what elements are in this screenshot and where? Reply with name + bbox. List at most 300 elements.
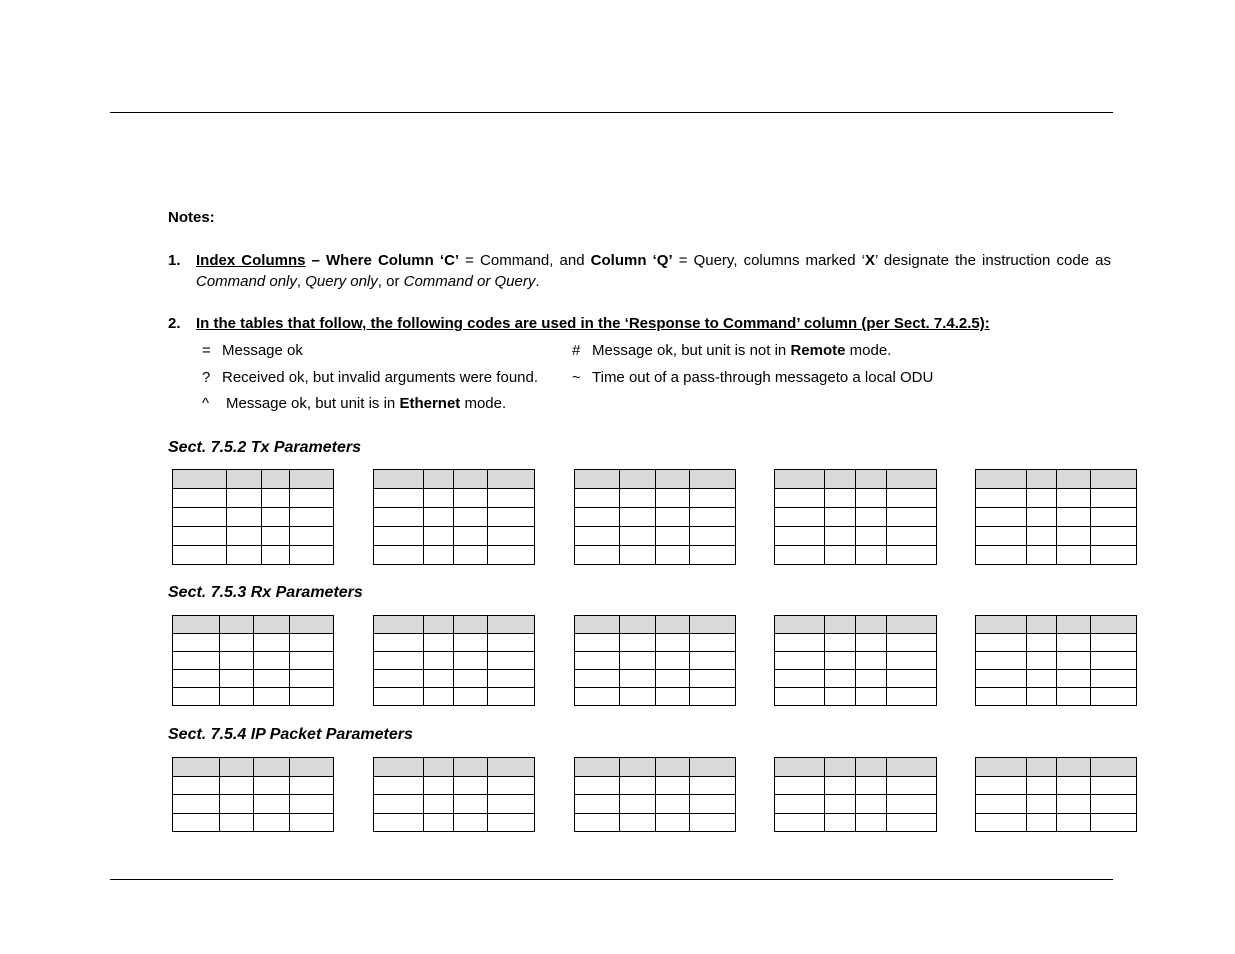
table-cell <box>690 470 736 489</box>
table-cell <box>620 758 656 777</box>
table-cell <box>1027 527 1057 546</box>
table-row <box>976 688 1137 706</box>
table-cell <box>825 758 856 777</box>
parameter-table <box>574 757 736 832</box>
table-cell <box>1091 688 1137 706</box>
table-cell <box>690 688 736 706</box>
code-item-ok: = Message ok <box>202 342 303 359</box>
table-cell <box>775 616 825 634</box>
table-cell <box>1027 489 1057 508</box>
table-row <box>775 634 937 652</box>
table-cell <box>227 508 262 527</box>
table-cell <box>690 758 736 777</box>
parameter-table <box>774 757 937 832</box>
table-cell <box>424 470 454 489</box>
table-cell <box>856 758 887 777</box>
table-cell <box>488 616 535 634</box>
table-cell <box>690 652 736 670</box>
table-cell <box>454 489 488 508</box>
table-cell <box>575 776 620 795</box>
table-cell <box>454 670 488 688</box>
table-row <box>976 670 1137 688</box>
table-cell <box>690 508 736 527</box>
table-cell <box>1057 795 1091 814</box>
table-cell <box>775 527 825 546</box>
table-cell <box>290 489 334 508</box>
table-cell <box>825 508 856 527</box>
table-cell <box>374 795 424 814</box>
table-cell <box>220 776 254 795</box>
table-cell <box>887 670 937 688</box>
table-cell <box>976 652 1027 670</box>
table-cell <box>825 776 856 795</box>
table-header-row <box>173 470 334 489</box>
table-row <box>173 634 334 652</box>
table-row <box>976 795 1137 814</box>
table-cell <box>656 508 690 527</box>
table-row <box>976 489 1137 508</box>
table-row <box>775 795 937 814</box>
table-header-row <box>775 616 937 634</box>
table-cell <box>173 634 220 652</box>
table-cell <box>856 470 887 489</box>
table-cell <box>454 634 488 652</box>
table-row <box>173 688 334 706</box>
table-cell <box>290 527 334 546</box>
table-cell <box>775 670 825 688</box>
table-cell <box>1027 795 1057 814</box>
parameter-table <box>373 469 535 565</box>
table-header-row <box>976 470 1137 489</box>
table-cell <box>173 688 220 706</box>
table-cell <box>620 813 656 832</box>
table-cell <box>290 616 334 634</box>
table-cell <box>424 489 454 508</box>
table-cell <box>173 489 227 508</box>
table-cell <box>254 813 290 832</box>
table-cell <box>1027 670 1057 688</box>
table-cell <box>575 795 620 814</box>
table-cell <box>424 652 454 670</box>
table-cell <box>254 776 290 795</box>
table-row <box>173 776 334 795</box>
table-cell <box>220 795 254 814</box>
table-cell <box>575 527 620 546</box>
table-cell <box>656 652 690 670</box>
table-cell <box>1057 616 1091 634</box>
parameter-table <box>774 615 937 706</box>
table-cell <box>488 470 535 489</box>
table-cell <box>575 489 620 508</box>
table-cell <box>690 546 736 565</box>
table-cell <box>220 634 254 652</box>
table-cell <box>775 776 825 795</box>
table-cell <box>620 795 656 814</box>
table-cell <box>374 652 424 670</box>
table-cell <box>1057 470 1091 489</box>
table-row <box>775 813 937 832</box>
table-header-row <box>173 758 334 777</box>
table-cell <box>575 470 620 489</box>
table-cell <box>374 776 424 795</box>
table-cell <box>220 758 254 777</box>
table-header-row <box>775 758 937 777</box>
table-cell <box>656 470 690 489</box>
index-columns-label: Index Columns <box>196 252 306 269</box>
table-cell <box>290 670 334 688</box>
table-cell <box>1027 470 1057 489</box>
table-cell <box>620 527 656 546</box>
table-header-row <box>374 470 535 489</box>
table-cell <box>374 634 424 652</box>
table-cell <box>173 470 227 489</box>
table-cell <box>775 795 825 814</box>
table-cell <box>1027 634 1057 652</box>
table-cell <box>220 813 254 832</box>
table-row <box>775 489 937 508</box>
table-cell <box>825 795 856 814</box>
table-row <box>173 813 334 832</box>
parameter-table <box>975 469 1137 565</box>
table-cell <box>620 670 656 688</box>
table-cell <box>290 813 334 832</box>
table-cell <box>775 634 825 652</box>
table-cell <box>825 670 856 688</box>
table-cell <box>887 508 937 527</box>
table-cell <box>775 489 825 508</box>
table-cell <box>488 758 535 777</box>
table-cell <box>290 508 334 527</box>
table-row <box>775 508 937 527</box>
table-cell <box>374 758 424 777</box>
table-cell <box>690 634 736 652</box>
table-cell <box>976 634 1027 652</box>
note-1-number: 1. <box>168 252 181 269</box>
table-cell <box>825 688 856 706</box>
table-cell <box>887 652 937 670</box>
table-cell <box>1057 546 1091 565</box>
table-cell <box>620 652 656 670</box>
table-cell <box>1057 670 1091 688</box>
table-cell <box>290 758 334 777</box>
table-cell <box>454 508 488 527</box>
table-row <box>374 813 535 832</box>
table-row <box>976 527 1137 546</box>
table-cell <box>690 795 736 814</box>
table-cell <box>220 688 254 706</box>
table-cell <box>1091 634 1137 652</box>
notes-title: Notes: <box>168 209 215 226</box>
table-header-row <box>976 616 1137 634</box>
table-row <box>775 652 937 670</box>
table-row <box>575 489 736 508</box>
parameter-table <box>975 615 1137 706</box>
table-cell <box>976 616 1027 634</box>
parameter-table <box>373 615 535 706</box>
table-cell <box>825 546 856 565</box>
table-cell <box>424 688 454 706</box>
table-row <box>575 813 736 832</box>
table-cell <box>1091 470 1137 489</box>
table-cell <box>825 616 856 634</box>
table-cell <box>290 795 334 814</box>
table-cell <box>976 776 1027 795</box>
table-cell <box>262 470 290 489</box>
table-cell <box>887 546 937 565</box>
table-cell <box>454 795 488 814</box>
table-cell <box>290 688 334 706</box>
table-cell <box>1091 813 1137 832</box>
table-cell <box>775 652 825 670</box>
table-cell <box>173 776 220 795</box>
table-cell <box>1057 634 1091 652</box>
table-cell <box>887 527 937 546</box>
table-header-row <box>575 758 736 777</box>
table-cell <box>656 776 690 795</box>
table-cell <box>976 813 1027 832</box>
table-cell <box>976 508 1027 527</box>
table-cell <box>976 688 1027 706</box>
table-cell <box>254 758 290 777</box>
table-cell <box>424 670 454 688</box>
table-row <box>575 776 736 795</box>
table-cell <box>424 508 454 527</box>
table-cell <box>290 634 334 652</box>
table-header-row <box>374 758 535 777</box>
table-cell <box>656 813 690 832</box>
table-cell <box>976 670 1027 688</box>
table-row <box>173 795 334 814</box>
table-cell <box>620 489 656 508</box>
table-cell <box>488 489 535 508</box>
table-cell <box>620 634 656 652</box>
table-cell <box>424 813 454 832</box>
table-cell <box>1057 688 1091 706</box>
parameter-table <box>373 757 535 832</box>
table-cell <box>424 546 454 565</box>
table-cell <box>856 776 887 795</box>
table-cell <box>374 489 424 508</box>
table-cell <box>374 813 424 832</box>
table-cell <box>290 546 334 565</box>
table-cell <box>575 546 620 565</box>
table-cell <box>1057 508 1091 527</box>
table-cell <box>656 634 690 652</box>
table-row <box>173 670 334 688</box>
table-cell <box>374 616 424 634</box>
table-row <box>374 489 535 508</box>
table-cell <box>454 813 488 832</box>
table-cell <box>976 527 1027 546</box>
table-header-row <box>173 616 334 634</box>
table-cell <box>488 508 535 527</box>
section-title-rx: Sect. 7.5.3 Rx Parameters <box>168 584 363 601</box>
table-cell <box>374 527 424 546</box>
table-cell <box>575 634 620 652</box>
table-cell <box>1091 489 1137 508</box>
table-cell <box>424 616 454 634</box>
table-cell <box>690 489 736 508</box>
table-row <box>374 546 535 565</box>
table-cell <box>976 489 1027 508</box>
table-cell <box>488 813 535 832</box>
table-cell <box>488 670 535 688</box>
table-cell <box>424 634 454 652</box>
table-cell <box>374 688 424 706</box>
table-cell <box>1027 508 1057 527</box>
table-row <box>575 508 736 527</box>
header-rule <box>110 112 1113 113</box>
table-cell <box>290 776 334 795</box>
table-cell <box>887 795 937 814</box>
table-cell <box>173 670 220 688</box>
table-cell <box>424 795 454 814</box>
table-cell <box>856 508 887 527</box>
code-item-not-remote: # Message ok, but unit is not in Remote mode. <box>572 342 892 359</box>
table-cell <box>1091 508 1137 527</box>
table-cell <box>1091 527 1137 546</box>
table-cell <box>254 795 290 814</box>
table-cell <box>424 527 454 546</box>
table-row <box>976 813 1137 832</box>
table-row <box>575 688 736 706</box>
table-cell <box>856 652 887 670</box>
table-cell <box>488 776 535 795</box>
table-cell <box>1091 795 1137 814</box>
table-cell <box>887 758 937 777</box>
table-cell <box>775 546 825 565</box>
table-cell <box>1091 758 1137 777</box>
table-cell <box>454 688 488 706</box>
table-cell <box>1057 758 1091 777</box>
table-cell <box>690 670 736 688</box>
table-cell <box>856 813 887 832</box>
table-cell <box>856 634 887 652</box>
table-cell <box>1091 546 1137 565</box>
table-cell <box>262 546 290 565</box>
table-cell <box>227 527 262 546</box>
table-cell <box>856 546 887 565</box>
table-cell <box>856 527 887 546</box>
table-cell <box>1057 652 1091 670</box>
table-cell <box>1091 776 1137 795</box>
table-cell <box>454 616 488 634</box>
parameter-table <box>172 469 334 565</box>
table-cell <box>173 527 227 546</box>
table-cell <box>262 489 290 508</box>
table-cell <box>656 758 690 777</box>
table-cell <box>424 776 454 795</box>
table-cell <box>454 546 488 565</box>
table-cell <box>825 652 856 670</box>
table-cell <box>887 616 937 634</box>
table-row <box>976 508 1137 527</box>
table-cell <box>227 470 262 489</box>
table-cell <box>290 470 334 489</box>
table-cell <box>1057 489 1091 508</box>
table-cell <box>254 652 290 670</box>
table-cell <box>488 634 535 652</box>
table-row <box>374 652 535 670</box>
table-cell <box>690 616 736 634</box>
table-cell <box>887 489 937 508</box>
table-cell <box>690 776 736 795</box>
note-2-number: 2. <box>168 315 181 332</box>
table-cell <box>173 758 220 777</box>
table-row <box>775 670 937 688</box>
table-cell <box>173 813 220 832</box>
table-cell <box>825 813 856 832</box>
table-cell <box>454 470 488 489</box>
table-cell <box>976 546 1027 565</box>
table-cell <box>1091 670 1137 688</box>
table-cell <box>825 470 856 489</box>
table-cell <box>656 546 690 565</box>
table-row <box>173 546 334 565</box>
section-title-tx: Sect. 7.5.2 Tx Parameters <box>168 439 362 456</box>
table-cell <box>1027 652 1057 670</box>
table-cell <box>254 688 290 706</box>
table-cell <box>488 795 535 814</box>
table-row <box>374 634 535 652</box>
table-row <box>374 670 535 688</box>
note-2-heading: In the tables that follow, the following codes are used in the ‘Response to Command’ column (per Sect. 7.4.2.5): <box>196 315 990 332</box>
table-header-row <box>374 616 535 634</box>
table-cell <box>173 652 220 670</box>
table-cell <box>775 470 825 489</box>
table-row <box>575 546 736 565</box>
table-cell <box>220 652 254 670</box>
table-row <box>374 688 535 706</box>
table-cell <box>374 546 424 565</box>
table-cell <box>1091 616 1137 634</box>
code-item-ethernet: ^ Message ok, but unit is in Ethernet mode. <box>202 395 507 412</box>
table-cell <box>173 616 220 634</box>
table-cell <box>1027 546 1057 565</box>
table-cell <box>575 688 620 706</box>
table-cell <box>1027 758 1057 777</box>
table-cell <box>575 508 620 527</box>
table-row <box>173 489 334 508</box>
table-row <box>976 776 1137 795</box>
table-cell <box>374 670 424 688</box>
table-cell <box>454 776 488 795</box>
table-cell <box>575 616 620 634</box>
table-cell <box>775 758 825 777</box>
table-row <box>374 527 535 546</box>
table-row <box>173 508 334 527</box>
parameter-table <box>774 469 937 565</box>
table-cell <box>825 634 856 652</box>
table-row <box>575 652 736 670</box>
table-cell <box>775 688 825 706</box>
table-cell <box>887 813 937 832</box>
table-row <box>173 652 334 670</box>
table-row <box>775 527 937 546</box>
table-cell <box>976 470 1027 489</box>
table-cell <box>220 670 254 688</box>
parameter-table <box>172 615 334 706</box>
table-cell <box>775 508 825 527</box>
table-cell <box>290 652 334 670</box>
table-cell <box>262 527 290 546</box>
table-cell <box>488 527 535 546</box>
table-row <box>775 688 937 706</box>
table-header-row <box>775 470 937 489</box>
table-cell <box>575 670 620 688</box>
table-row <box>775 546 937 565</box>
table-cell <box>887 688 937 706</box>
